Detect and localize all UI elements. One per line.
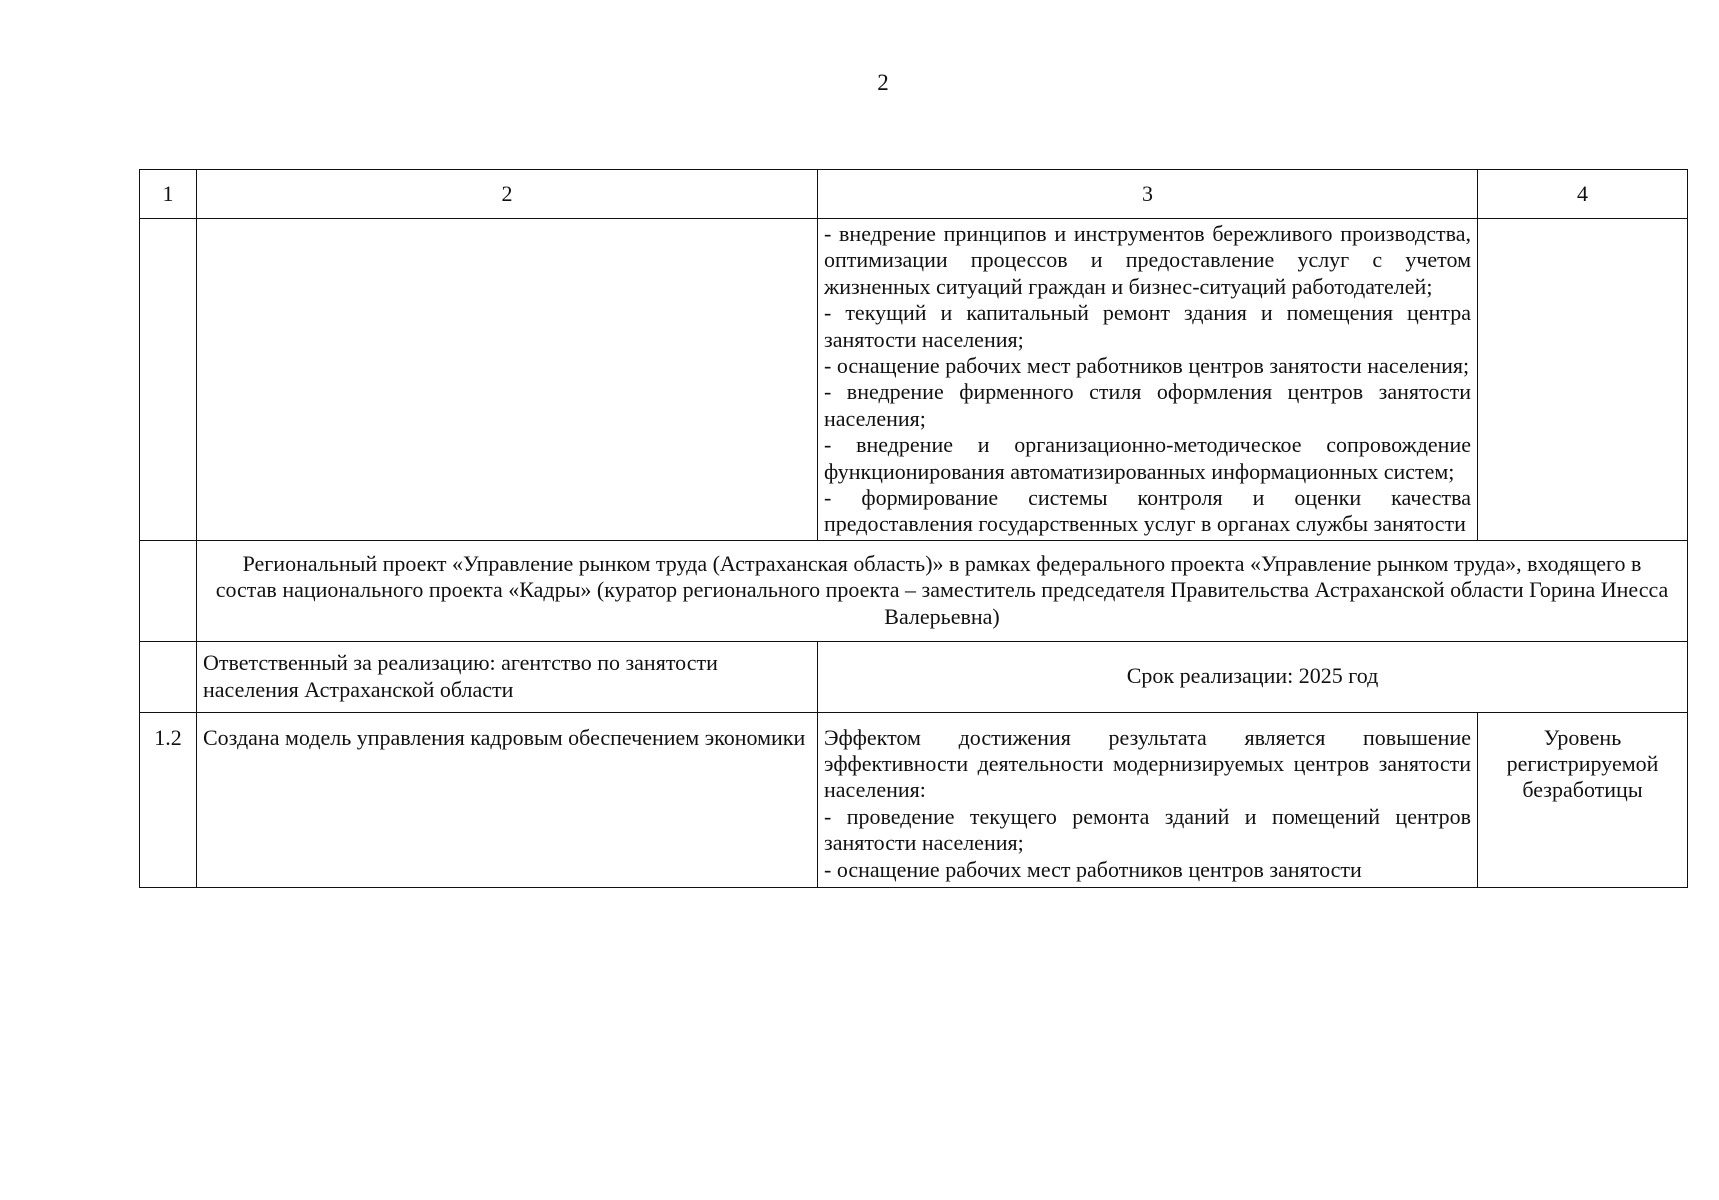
header-col-2: 2 (197, 170, 818, 219)
program-table (139, 169, 1688, 888)
measure-item: - формирование системы контроля и оценки качества предоставления государственных услуг в органах службы занятости (824, 484, 1471, 537)
responsible-row (140, 641, 1688, 712)
measure-item: - внедрение принципов и инструментов бережливого производства, оптимизации процессов и предоставление услуг с учетом жизненных ситуаций граждан и бизнес-ситуаций работодателей; (824, 221, 1471, 299)
regional-project-title: Региональный проект «Управление рынком труда (Астраханская область)» в рамках федерального проекта «Управление рынком труда», входящего в состав национального проекта «Кадры» (куратор регионального проекта – заместитель председателя Правительства Астраханской области Горина Инесса Валерьевна) (197, 540, 1688, 641)
continuation-col-4 (1478, 219, 1688, 541)
page-number: 2 (877, 70, 889, 95)
effect-item: - оснащение рабочих мест работников центров занятости (824, 856, 1362, 882)
measure-item: - текущий и капитальный ремонт здания и помещения центра занятости населения; (824, 300, 1471, 352)
table-row (140, 712, 1688, 887)
responsible-agency: Ответственный за реализацию: агентство по занятости населения Астраханской области (197, 641, 818, 712)
header-col-3: 3 (818, 170, 1478, 219)
effect-description (818, 712, 1478, 887)
measure-item: - внедрение фирменного стиля оформления центров занятости населения; (824, 379, 1471, 431)
responsible-col-1 (140, 641, 197, 712)
continuation-row (140, 219, 1688, 541)
project-col-1 (140, 540, 197, 641)
measure-item: - внедрение и организационно-методическое сопровождение функционирования автоматизированных информационных систем; (824, 432, 1471, 484)
task-description: Создана модель управления кадровым обеспечением экономики (197, 712, 818, 887)
effect-item: - проведение текущего ремонта зданий и помещений центров занятости населения; (824, 803, 1471, 856)
header-col-1: 1 (140, 170, 197, 219)
effect-item: Эффектом достижения результата является повышение эффективности деятельности модернизируемых центров занятости населения: (824, 724, 1471, 803)
table-header-row (140, 170, 1688, 219)
continuation-col-1 (140, 219, 197, 541)
header-col-4: 4 (1478, 170, 1688, 219)
row-number: 1.2 (140, 712, 197, 887)
regional-project-row (140, 540, 1688, 641)
indicator: Уровень регистрируемой безработицы (1478, 712, 1688, 887)
implementation-term: Срок реализации: 2025 год (818, 641, 1688, 712)
measure-item: - оснащение рабочих мест работников центров занятости населения; (824, 352, 1470, 378)
continuation-measures (818, 219, 1478, 541)
continuation-col-2 (197, 219, 818, 541)
